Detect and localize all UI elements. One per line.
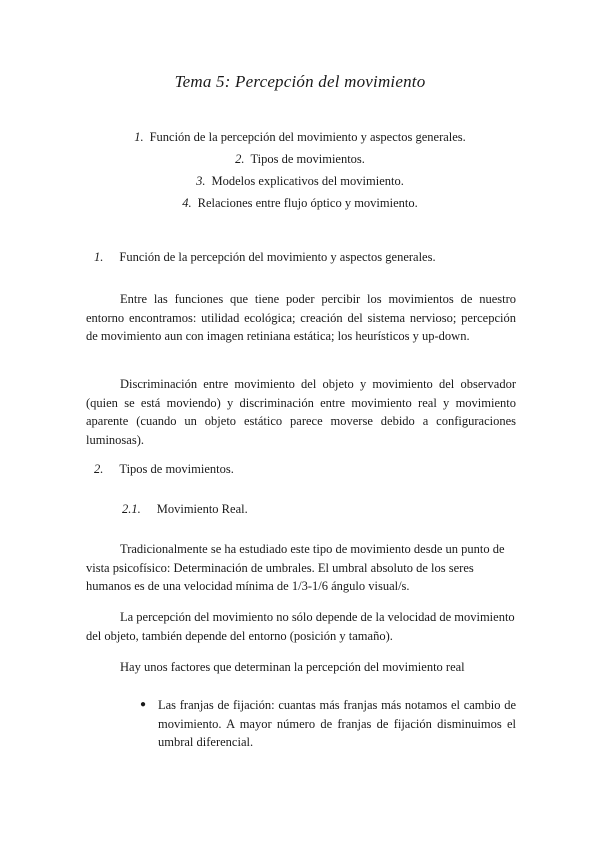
toc-text: Función de la percepción del movimiento y aspectos generales. xyxy=(149,130,466,144)
toc-item xyxy=(0,148,600,170)
subsection-heading xyxy=(122,502,248,517)
section-number: 2. xyxy=(94,462,104,476)
section-title: Tipos de movimientos. xyxy=(119,462,234,476)
paragraph: Discriminación entre movimiento del objeto y movimiento del observador (quien se está moviendo) y discriminación entre movimiento real y movimiento aparente (cuando un objeto estático parece moverse debido a configuraciones luminosas). xyxy=(86,377,516,447)
section-2-heading xyxy=(94,462,234,477)
document-title: Tema 5: Percepción del movimiento xyxy=(174,72,426,91)
toc-number: 2. xyxy=(235,152,245,166)
subsection-title: Movimiento Real. xyxy=(156,502,248,516)
toc-number: 1. xyxy=(134,130,144,144)
subsection-number: 2.1. xyxy=(122,502,141,516)
toc-text: Modelos explicativos del movimiento. xyxy=(211,174,404,188)
toc-text: Tipos de movimientos. xyxy=(250,152,365,166)
toc-number: 4. xyxy=(182,196,192,210)
paragraph: La percepción del movimiento no sólo depende de la velocidad de movimiento del objeto, también depende del entorno (posición y tamaño). xyxy=(86,610,515,643)
toc-text: Relaciones entre flujo óptico y movimiento. xyxy=(197,196,418,210)
bullet-item xyxy=(140,696,516,752)
toc-item xyxy=(0,126,600,148)
bullet-icon: ● xyxy=(140,699,147,710)
toc-number: 3. xyxy=(196,174,206,188)
section-number: 1. xyxy=(94,250,104,264)
toc-item xyxy=(0,170,600,192)
section-1-heading xyxy=(94,250,436,265)
table-of-contents xyxy=(0,126,600,214)
paragraph: Hay unos factores que determinan la percepción del movimiento real xyxy=(120,660,465,674)
paragraph: Entre las funciones que tiene poder percibir los movimientos de nuestro entorno encontramos: utilidad ecológica; creación del sistema nervioso; percepción de movimiento aun con imagen retiniana estática; los heurísticos y up-down. xyxy=(86,292,516,343)
toc-item xyxy=(0,192,600,214)
bullet-text: Las franjas de fijación: cuantas más franjas más notamos el cambio de movimiento. A mayor número de franjas de fijación disminuimos el umbral diferencial. xyxy=(158,698,516,749)
section-title: Función de la percepción del movimiento y aspectos generales. xyxy=(119,250,436,264)
paragraph: Tradicionalmente se ha estudiado este tipo de movimiento desde un punto de vista psicofísico: Determinación de umbrales. El umbral absoluto de los seres humanos es de una velocidad mínima de 1/3-1/6 ángulo visual/s. xyxy=(86,542,505,593)
